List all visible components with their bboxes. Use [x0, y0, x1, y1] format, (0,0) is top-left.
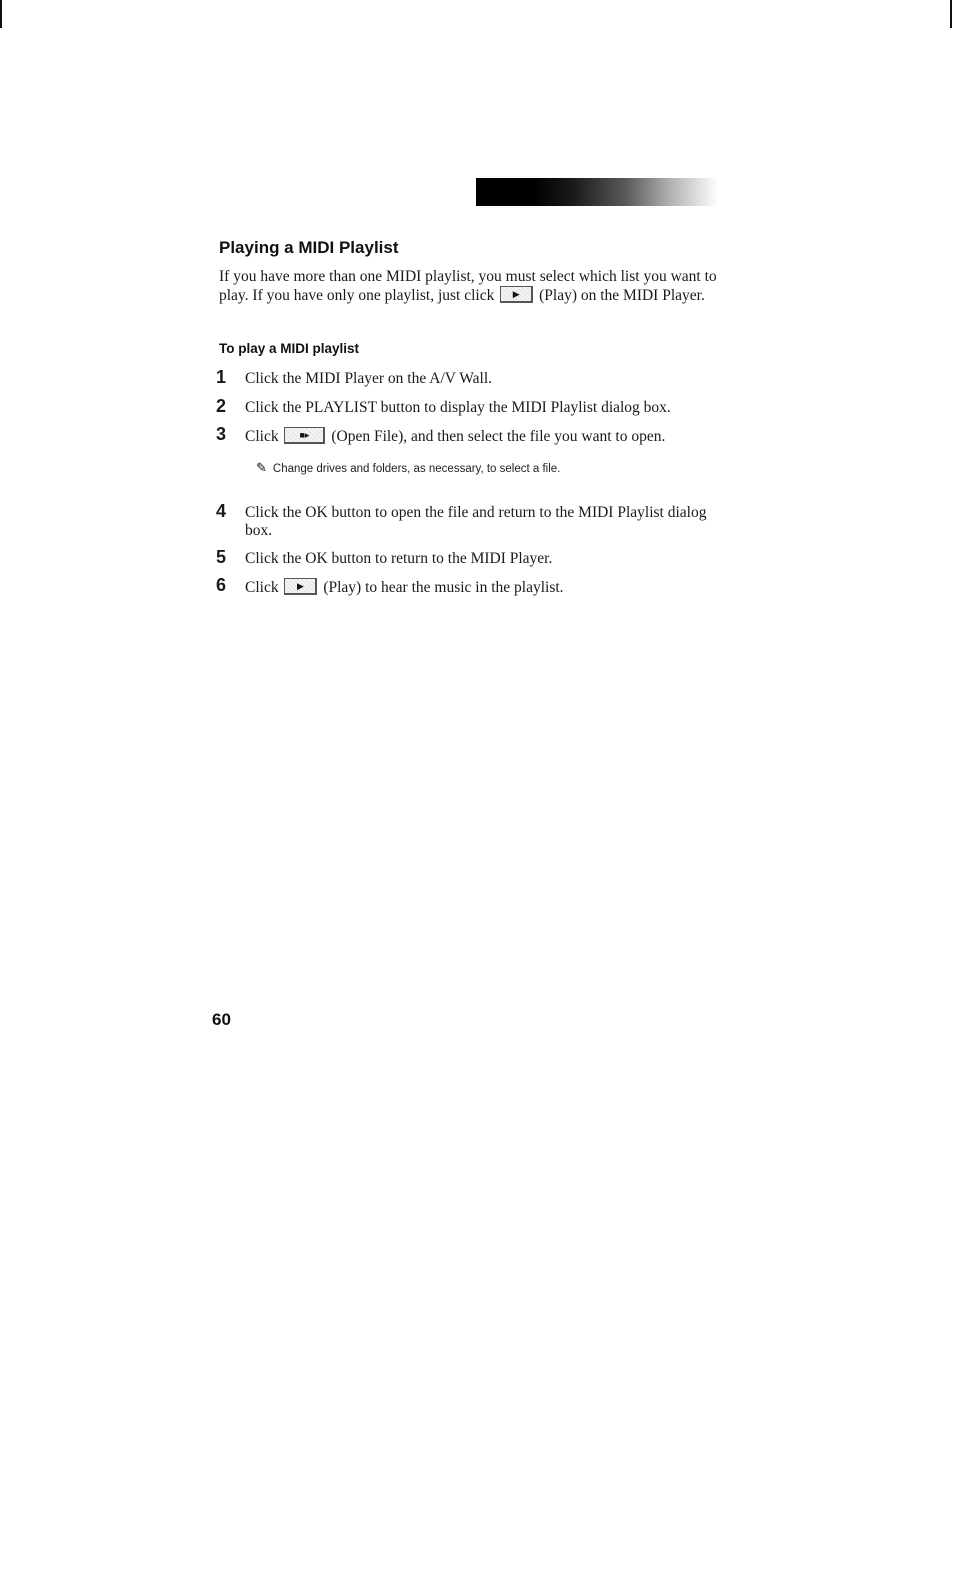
step-number: 2 — [216, 396, 227, 416]
step-text-before: Click — [245, 579, 279, 596]
step-number: 3 — [216, 424, 227, 444]
section-title: Playing a MIDI Playlist — [219, 238, 399, 257]
step-text: Click the MIDI Player on the A/V Wall. — [245, 370, 493, 387]
step-text-after: (Play) to hear the music in the playlist. — [323, 579, 564, 596]
pencil-note-icon: ✎ — [256, 460, 267, 475]
step-number: 5 — [216, 547, 227, 567]
scan-edge-left — [0, 0, 2, 28]
play-button-icon: ▶ — [284, 578, 317, 595]
step-number: 6 — [216, 575, 227, 595]
play-button-icon: ▶ — [500, 286, 533, 303]
chapter-header-bar — [476, 178, 718, 206]
procedure-title: To play a MIDI playlist — [219, 341, 360, 356]
step-number: 1 — [216, 367, 227, 387]
step-text — [245, 427, 715, 446]
step-text-before: Click — [245, 428, 279, 445]
step-text: Click the OK button to return to the MIDI Player. — [245, 550, 553, 567]
note — [256, 460, 560, 476]
scan-edge-right — [950, 0, 952, 28]
intro-paragraph — [219, 268, 719, 305]
step-text: Click the OK button to open the file and return to the MIDI Playlist dialog box. — [245, 504, 707, 539]
intro-text-after: (Play) on the MIDI Player. — [539, 287, 705, 304]
step-text-after: (Open File), and then select the file you want to open. — [331, 428, 666, 445]
open-file-button-icon: ■▸ — [284, 427, 325, 444]
intro-text-before: If you have more than one MIDI playlist, you must select which list you want to play. If you have only one playlist, just click — [219, 268, 717, 304]
note-text: Change drives and folders, as necessary, to select a file. — [272, 463, 561, 475]
step-text: Click the PLAYLIST button to display the MIDI Playlist dialog box. — [245, 399, 671, 416]
page-number: 60 — [212, 1010, 231, 1029]
step-text — [245, 578, 715, 597]
step-number: 4 — [216, 501, 227, 521]
